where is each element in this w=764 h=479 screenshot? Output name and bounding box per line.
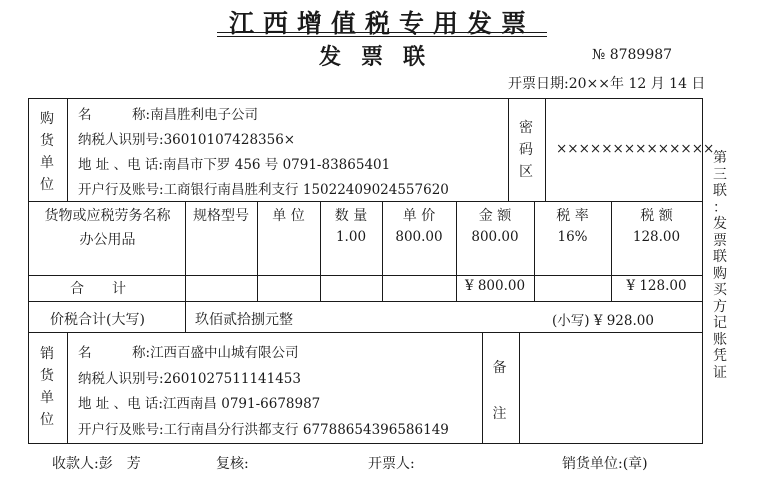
col-header-rate: 税 率 [556,208,589,224]
cipher-value: ×××××××××××××× [556,141,715,157]
item-qty: 1.00 [335,229,367,245]
buyer-label-char: 单 [40,155,54,171]
col-header-tax: 税 额 [640,208,673,224]
seller-name: 江西百盛中山城有限公司 [150,345,299,361]
buyer-bank: 工商银行南昌胜利支行 15022409024557620 [163,182,449,198]
side-note-char: 证 [713,364,727,381]
buyer-label-char: 位 [40,177,54,193]
seller-remarks-divider [482,332,483,444]
seller-label-char: 销 [40,346,54,362]
col-header-qty: 数 量 [334,208,368,224]
grand-total-small: (小写) ¥ 928.00 [552,313,654,329]
title-underline [217,32,547,33]
item-tax: 128.00 [632,229,681,245]
remarks-label-bottom: 注 [492,406,507,422]
col-header-name: 货物或应税劳务名称 [44,208,171,224]
footer-drawer: 开票人: [368,456,415,472]
buyer-label-char: 购 [40,111,54,127]
grand-total-divider [185,301,186,332]
total-amount: ¥ 800.00 [464,278,526,294]
seller-label-divider [67,332,68,444]
seller-label-char: 位 [40,412,54,428]
invoice-subtitle: 发票联 [318,44,445,70]
footer-payee: 收款人:彭 芳 [52,456,141,472]
buyer-address-row [78,153,390,173]
title-underline-2 [217,36,547,37]
footer-reviewer: 复核: [216,456,249,472]
remarks-label-divider [519,332,520,444]
side-note-char: 购 [713,265,727,282]
divider-buyer-items [29,201,702,202]
item-price: 800.00 [395,229,443,245]
cipher-section-label [515,117,537,183]
seller-address-label: 地 址 、电 话: [78,396,163,412]
seller-bank-label: 开户行及账号: [78,422,164,438]
buyer-name-row [78,103,258,123]
side-note-char: 方 [713,298,727,315]
buyer-address: 南昌市下罗 456 号 0791-83865401 [162,157,391,173]
invoice-number: № 8789987 [592,47,673,63]
invoice-title: 江西增值税专用发票 [228,9,535,38]
side-note-char: 三 [713,166,727,183]
buyer-taxid-row [78,128,295,148]
seller-bank-row [78,418,449,438]
grand-total-words: 玖佰贰拾捌元整 [195,312,293,328]
side-note-char: 票 [713,232,727,249]
item-rate: 16% [557,229,588,245]
cipher-label-divider [545,99,546,201]
seller-address: 江西南昌 0791-6678987 [162,396,321,412]
grand-total-label: 价税合计(大写) [50,312,145,328]
side-note-char: ： [713,199,727,216]
divider-item-sum [29,275,702,276]
side-note-char: 凭 [713,348,727,364]
seller-taxid-label: 纳税人识别号: [78,371,164,387]
buyer-bank-row [78,178,449,198]
remarks-label-top: 备 [492,360,507,376]
side-note-char: 买 [713,282,727,298]
side-note-char: 联 [713,183,727,199]
side-copy-note [711,150,729,381]
buyer-label-char: 货 [40,133,54,149]
buyer-bank-label: 开户行及账号: [78,182,164,198]
side-note-char: 账 [713,331,727,348]
cipher-label-char: 区 [519,164,533,180]
buyer-taxid: 36010107428356× [163,132,296,148]
col-header-amount: 金 额 [478,208,512,224]
issue-date: 开票日期:20××年 12 月 14 日 [508,76,706,92]
total-tax: ¥ 128.00 [626,278,687,294]
cipher-label-char: 码 [519,142,533,158]
buyer-label-divider [67,99,68,201]
seller-label-char: 单 [40,390,54,406]
item-name: 办公用品 [79,232,136,248]
col-header-unit: 单 位 [272,208,305,224]
buyer-name-label: 名 称: [78,107,151,123]
seller-taxid-row [78,367,301,387]
side-note-char: 联 [713,249,727,265]
seller-name-row [78,341,299,361]
buyer-taxid-label: 纳税人识别号: [78,132,164,148]
seller-name-label: 名 称: [78,345,151,361]
seller-section-label [33,343,61,431]
seller-label-char: 货 [40,368,54,384]
seller-taxid: 2601027511141453 [163,371,301,387]
total-label: 合 计 [70,281,126,297]
footer-seller-unit: 销货单位:(章) [562,456,648,472]
seller-bank: 工行南昌分行洪都支行 67788654396586149 [163,422,449,438]
buyer-cipher-divider [508,99,509,201]
item-amount: 800.00 [471,229,519,245]
side-note-char: 第 [713,150,727,166]
buyer-section-label [33,108,61,196]
col-header-spec: 规格型号 [193,208,249,224]
side-note-char: 发 [713,216,727,232]
col-header-price: 单 价 [402,208,436,224]
seller-address-row [78,392,320,412]
divider-total-seller [29,332,702,333]
cipher-label-char: 密 [519,120,533,136]
side-note-char: 记 [713,315,727,331]
buyer-name: 南昌胜利电子公司 [150,107,259,123]
divider-items-total [29,301,702,302]
buyer-address-label: 地 址 、电 话: [78,157,163,173]
